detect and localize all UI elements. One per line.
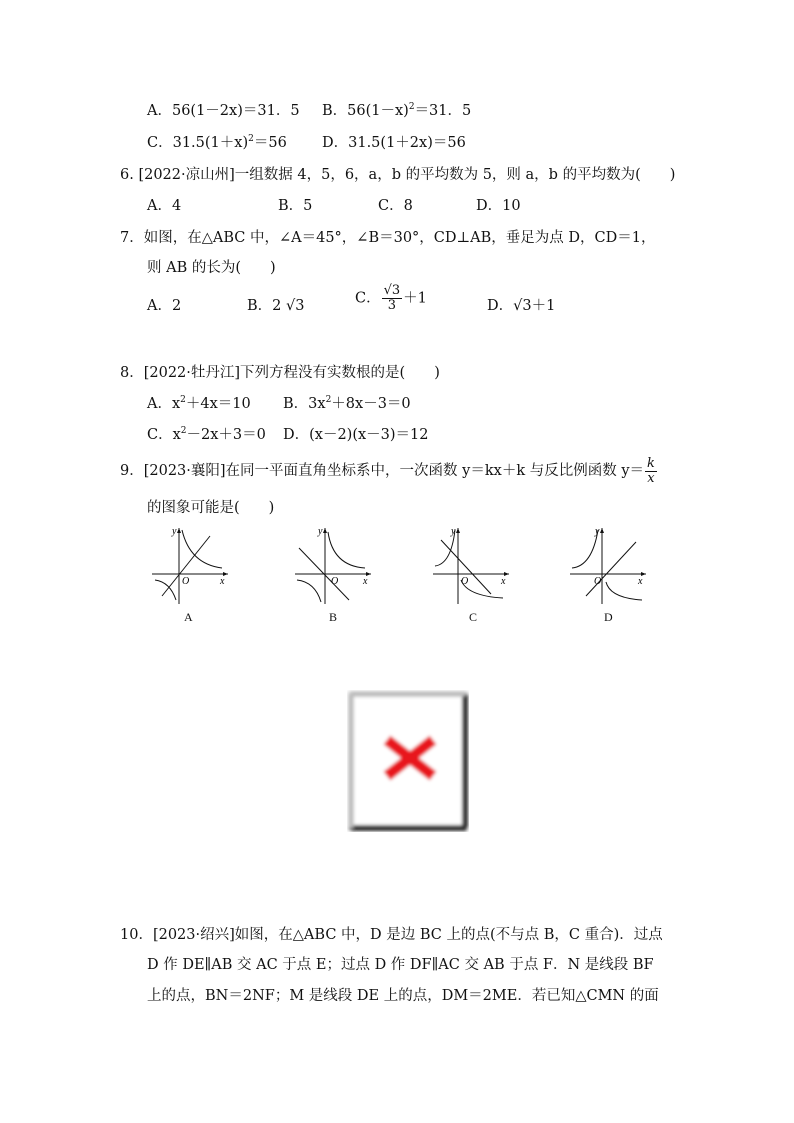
q9-graph-b-label: B bbox=[329, 610, 338, 624]
q10-line1: 10．[2023·绍兴]如图，在△ABC 中，D 是边 BC 上的点(不与点 B，C 重合)．过点 bbox=[120, 927, 663, 943]
q8-stem: 8．[2022·牡丹江]下列方程没有实数根的是( ) bbox=[120, 365, 440, 381]
q9-graph-b bbox=[293, 526, 373, 606]
q6-option-d: D．10 bbox=[476, 198, 521, 214]
q5-option-c: C．$31.5(1+x)^2=56$ bbox=[147, 134, 287, 151]
q9-graph-b-x-label: x bbox=[363, 576, 368, 587]
q7-option-c-fraction: $\frac{√3}{3}$ bbox=[383, 283, 401, 313]
q9-stem-fraction: $\frac{k}{x}$ bbox=[647, 455, 655, 486]
q9-stem-line1: 9．[2023·襄阳]在同一平面直角坐标系中，一次函数 y＝kx＋k 与反比例函数 y＝ $\frac{k}{x}$ bbox=[120, 455, 655, 486]
q7-stem-line2: 则 AB 的长为( ) bbox=[147, 260, 276, 276]
q9-graph-a-x-label: x bbox=[220, 576, 225, 587]
q5-option-d: D．31.5(1＋2x)＝56 bbox=[322, 135, 466, 151]
q7-stem-line1: 7．如图，在△ABC 中，∠A＝45°，∠B＝30°，CD⊥AB，垂足为点 D，CD＝1， bbox=[120, 230, 656, 246]
q5-option-a: A．56(1－2x)＝31．5 bbox=[147, 103, 300, 119]
q7-option-b: B．2 √3 bbox=[247, 298, 305, 314]
q9-graph-a bbox=[150, 526, 230, 606]
q8-option-d: D．(x－2)(x－3)＝12 bbox=[283, 427, 429, 443]
q9-stem-line2: 的图象可能是( ) bbox=[147, 500, 275, 516]
q8-option-c: C．$x^2-2x+3=0$ bbox=[147, 426, 266, 443]
q9-graph-b-y-label: y bbox=[318, 526, 323, 537]
q10-line3: 上的点，BN＝2NF；M 是线段 DE 上的点，DM＝2ME．若已知△CMN 的面 bbox=[147, 988, 659, 1004]
q9-graph-c bbox=[431, 526, 511, 606]
q6-option-c: C．8 bbox=[378, 198, 413, 214]
q9-graph-d bbox=[568, 526, 648, 606]
q8-option-a: A．$x^2+4x=10$ bbox=[147, 395, 251, 412]
q9-graph-c-y-label: y bbox=[451, 526, 456, 537]
q9-graph-d-origin: O bbox=[594, 576, 602, 587]
q6-option-a: A．4 bbox=[147, 198, 182, 214]
q9-graph-c-origin: O bbox=[461, 576, 469, 587]
q9-graph-c-label: C bbox=[469, 610, 478, 624]
q9-graph-d-y-label: y bbox=[595, 526, 600, 537]
q10-line2: D 作 DE∥AB 交 AC 于点 E；过点 D 作 DF∥AC 交 AB 于点 F．N 是线段 BF bbox=[147, 957, 654, 973]
q9-graph-b-origin: O bbox=[331, 576, 339, 587]
q7-option-c: C． $\frac{√3}{3}$ ＋1 bbox=[355, 283, 427, 313]
broken-image-icon bbox=[347, 690, 469, 832]
q7-option-d: D．√3＋1 bbox=[487, 298, 556, 314]
q9-graph-a-y-label: y bbox=[172, 526, 177, 537]
q9-graph-c-x-label: x bbox=[501, 576, 506, 587]
q9-graph-a-origin: O bbox=[182, 576, 190, 587]
q6-option-b: B．5 bbox=[278, 198, 313, 214]
q6-stem: 6. [2022·凉山州]一组数据 4，5，6，a，b 的平均数为 5，则 a，b 的平均数为( ) bbox=[120, 167, 676, 183]
q9-graph-d-label: D bbox=[604, 610, 613, 624]
q5-option-b: B．$56(1-x)^2=31$．5 bbox=[322, 102, 472, 119]
q9-graph-d-x-label: x bbox=[638, 576, 643, 587]
q9-graph-a-label: A bbox=[184, 610, 193, 624]
q8-option-b: B．$3x^2+8x-3=0$ bbox=[283, 395, 411, 412]
q7-option-a: A．2 bbox=[147, 298, 182, 314]
